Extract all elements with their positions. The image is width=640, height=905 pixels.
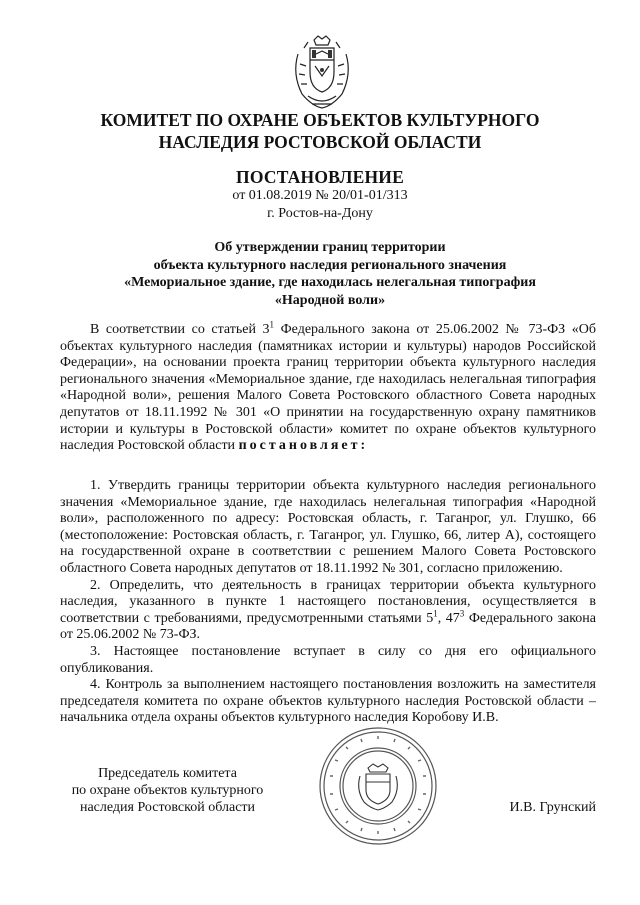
subject-line: Об утверждении границ территории	[214, 240, 446, 255]
item-2	[60, 578, 596, 644]
org-name-line2: НАСЛЕДИЯ РОСТОВСКОЙ ОБЛАСТИ	[158, 132, 482, 152]
coat-of-arms-emblem	[290, 34, 354, 114]
official-seal-stamp	[316, 724, 440, 848]
position-line: по охране объектов культурного	[71, 782, 264, 798]
resolve-word: постановляет:	[238, 438, 369, 454]
document-subject	[60, 239, 600, 309]
signatory-name: И.В. Грунский	[509, 800, 596, 815]
position-line: Председатель комитета	[98, 766, 237, 781]
preamble-paragraph	[60, 319, 596, 455]
superscript: 3	[459, 608, 465, 619]
document-number: от 01.08.2019 № 20/01-01/313	[232, 188, 408, 203]
resolution-items	[60, 478, 596, 727]
preamble-text: В соответствии со статьей 3	[90, 322, 270, 337]
item-2-text: 2. Определить, что деятельность в границах территории объекта культурного наследия, указанного в пункте 1 настоящего постановления, осуществляется в соответствии с требованиями, предусмотренными статьями 5	[60, 577, 596, 626]
subject-line: «Народной воли»	[274, 292, 386, 308]
signatory-position	[60, 766, 275, 816]
position-line: наследия Ростовской области	[79, 799, 256, 815]
item-4: 4. Контроль за выполнением настоящего постановления возложить на заместителя председателя комитета по охране объектов культурного наследия Ростовской области – начальника отдела охраны объектов культурного наследия Коробову И.В.	[60, 677, 596, 726]
preamble-text: Федерального закона от 25.06.2002 № 73-ФЗ «Об объектах культурного наследия (памятниках истории и культуры) народов Российской Федерации», на основании проекта границ территории объекта культурного наследия регионального значения «Мемориальное здание, где находилась нелегальная типография «Народной воли», решения Малого Совета Ростовского областного Совета народных депутатов от 18.11.1992 № 301 «О принятии на государственную охрану памятников истории и культуры в Ростовской области» комитет по охране объектов культурного наследия Ростовской области	[60, 322, 596, 454]
subject-line: объекта культурного наследия регионального значения	[153, 257, 507, 273]
preamble	[60, 319, 596, 455]
superscript: 1	[269, 319, 275, 330]
document-city: г. Ростов-на-Дону	[267, 206, 373, 221]
item-1: 1. Утвердить границы территории объекта культурного наследия регионального значения «Мемориальное здание, где находилась нелегальная типография «Народной воли», расположенного по адресу: Ростовская область, г. Таганрог, ул. Глушко, 66 (местоположение: Ростовская область, г. Таганрог, ул. Глушко, 66, литер А), состоящего на государственной охране в соответствии с решением Малого Совета Ростовского областного Совета народных депутатов от 18.11.1992 № 301, согласно приложению.	[60, 478, 596, 576]
item-2-text: , 47	[437, 610, 460, 626]
item-3: 3. Настоящее постановление вступает в силу со дня его официального опубликования.	[60, 643, 596, 676]
org-name-line1: КОМИТЕТ ПО ОХРАНЕ ОБЪЕКТОВ КУЛЬТУРНОГО	[100, 110, 540, 130]
item-2-text: Федерального закона от 25.06.2002 № 73-ФЗ.	[60, 610, 597, 643]
superscript: 1	[433, 608, 438, 619]
document-type: ПОСТАНОВЛЕНИЕ	[236, 167, 404, 187]
subject-line: «Мемориальное здание, где находилась нелегальная типография	[124, 275, 536, 290]
